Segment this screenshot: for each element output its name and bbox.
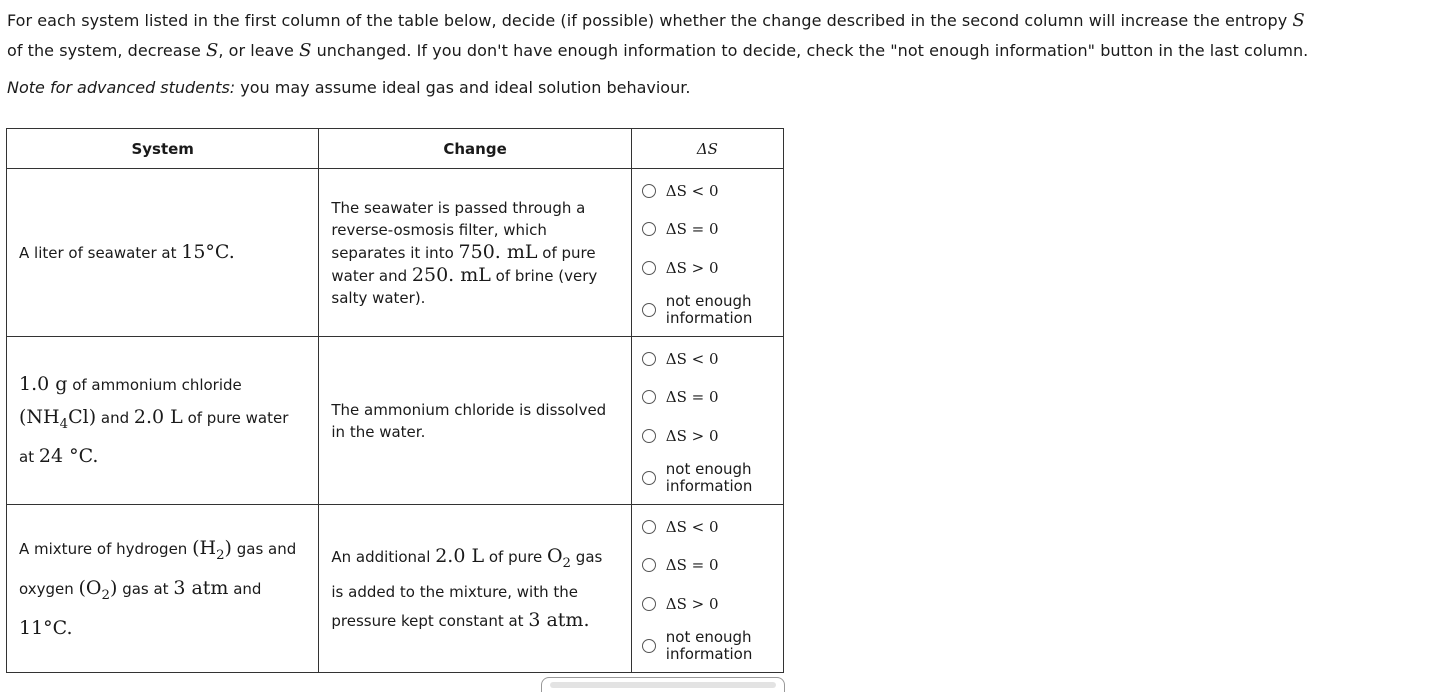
option-delta-s-positive[interactable]: ΔS > 0 [632, 589, 783, 619]
entropy-symbol: S [1292, 10, 1305, 31]
option-delta-s-zero[interactable]: ΔS = 0 [632, 550, 783, 580]
option-delta-s-zero[interactable]: ΔS = 0 [632, 214, 783, 244]
option-not-enough-info[interactable]: not enough information [632, 291, 783, 329]
change-cell: The seawater is passed through a reverse-osmosis filter, which separates it into 750. mL of pure water and 250. mL of brine (very salty water). [319, 169, 631, 337]
radio-button[interactable] [642, 390, 656, 404]
answer-panel-edge[interactable] [541, 677, 785, 692]
table-row [7, 337, 784, 505]
system-cell: 1.0 g of ammonium chloride $(NH_4Cl)$ and 2.0 L of pure water at 24 °C. [7, 337, 319, 505]
system-cell: A mixture of hydrogen $(H_2)$ gas and oxygen $(O_2)$ gas at 3 atm and 11°C. [7, 505, 319, 673]
radio-button[interactable] [642, 303, 656, 317]
option-delta-s-positive[interactable]: ΔS > 0 [632, 421, 783, 451]
radio-button[interactable] [642, 222, 656, 236]
table-row [7, 169, 784, 337]
entropy-table [6, 128, 784, 673]
system-cell: A liter of seawater at 15°C. [7, 169, 319, 337]
table-row [7, 505, 784, 673]
radio-button[interactable] [642, 558, 656, 572]
note-text: you may assume ideal gas and ideal solution behaviour. [240, 78, 691, 97]
header-system: System [7, 129, 319, 169]
header-delta-s: ΔS [631, 129, 783, 169]
radio-button[interactable] [642, 184, 656, 198]
header-change: Change [319, 129, 631, 169]
radio-button[interactable] [642, 471, 656, 485]
radio-button[interactable] [642, 261, 656, 275]
option-not-enough-info[interactable]: not enough information [632, 459, 783, 497]
radio-button[interactable] [642, 352, 656, 366]
option-delta-s-negative[interactable]: ΔS < 0 [632, 176, 783, 206]
answer-cell [631, 169, 783, 337]
change-cell: The ammonium chloride is dissolved in the water. [319, 337, 631, 505]
answer-cell [631, 337, 783, 505]
radio-button[interactable] [642, 639, 656, 653]
instructions: For each system listed in the first column of the table below, decide (if possible) whether the change described in the second column will increase the entropy S of the system, decrease S, or leave S unchanged. If you don't have enough information to decide, check the "not enough information" button in the last column. [7, 10, 1309, 61]
option-not-enough-info[interactable]: not enough information [632, 627, 783, 665]
answer-cell [631, 505, 783, 673]
option-delta-s-negative[interactable]: ΔS < 0 [632, 344, 783, 374]
radio-button[interactable] [642, 597, 656, 611]
option-delta-s-negative[interactable]: ΔS < 0 [632, 512, 783, 542]
advanced-note [7, 78, 690, 97]
option-delta-s-zero[interactable]: ΔS = 0 [632, 382, 783, 412]
radio-button[interactable] [642, 429, 656, 443]
radio-button[interactable] [642, 520, 656, 534]
option-delta-s-positive[interactable]: ΔS > 0 [632, 253, 783, 283]
header-row [7, 129, 784, 169]
note-label: Note for advanced students: [7, 78, 236, 97]
change-cell: An additional 2.0 L of pure $O_2$ gas is added to the mixture, with the pressure kept constant at 3 atm. [319, 505, 631, 673]
